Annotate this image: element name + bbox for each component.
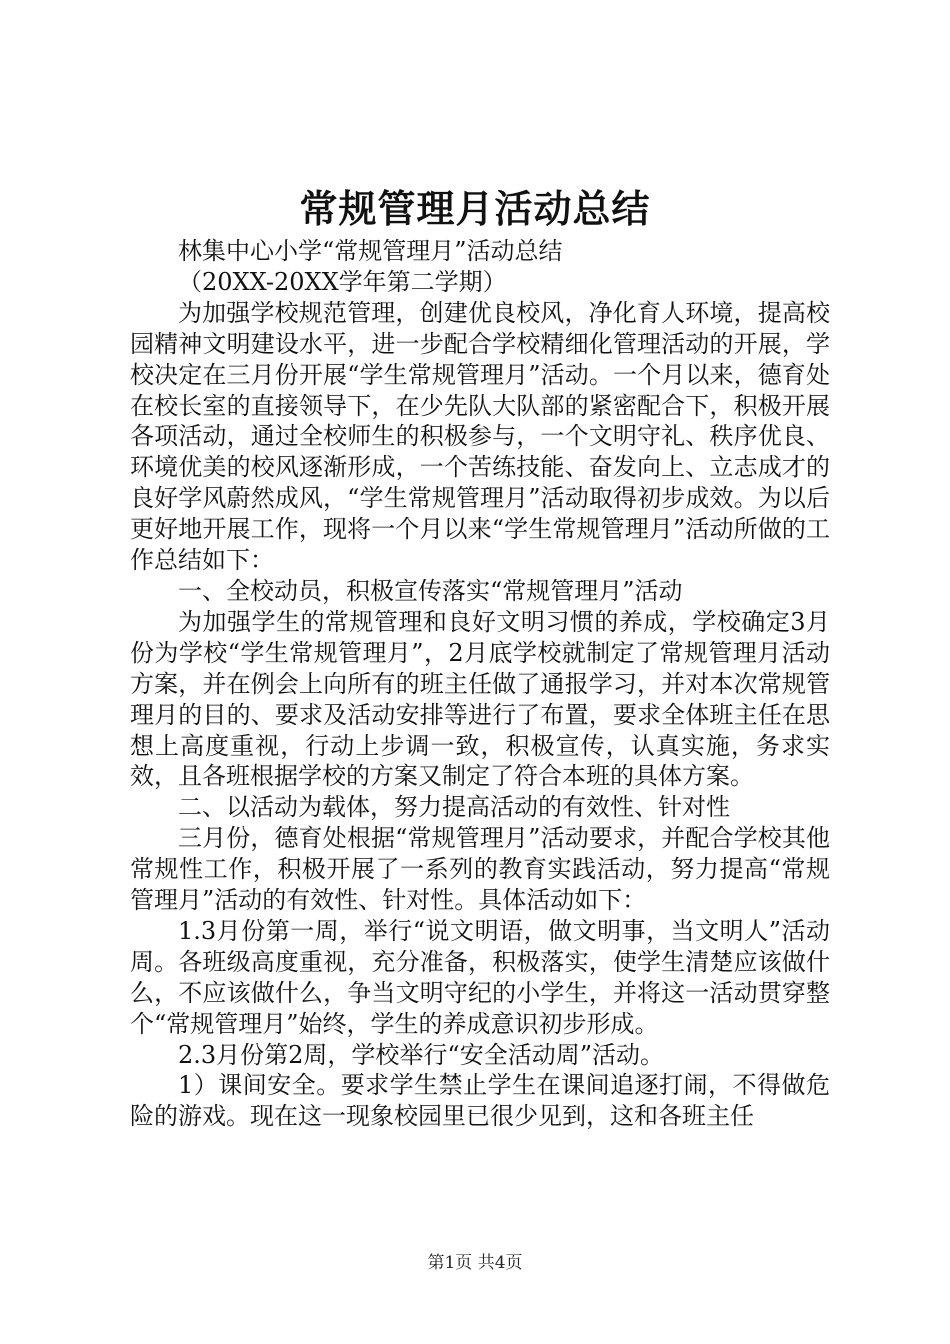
paragraph-activity-1: 1.3月份第一周，举行“说文明语，做文明事，当文明人”活动周。各班级高度重视，充分准备，积极落实，使学生清楚应该做什么，不应该做什么，争当文明守纪的小学生，并将这一活动贯穿整个“常规管理月”始终，学生的养成意识初步形成。: [130, 916, 830, 1038]
section-heading-1: 一、全校动员，积极宣传落实“常规管理月”活动: [178, 576, 683, 605]
document-term: （20XX-20XX学年第二学期）: [178, 267, 507, 296]
section-heading-2: 二、以活动为载体，努力提高活动的有效性、针对性: [178, 793, 730, 822]
page-number: 第1页 共4页: [427, 1253, 523, 1273]
paragraph-section-2: 三月份，德育处根据“常规管理月”活动要求，并配合学校其他常规性工作，积极开展了一系列的教育实践活动，努力提高“常规管理月”活动的有效性、针对性。具体活动如下：: [130, 824, 830, 915]
paragraph-activity-2: 2.3月份第2周，学校举行“安全活动周”活动。: [178, 1040, 664, 1069]
document-subtitle: 林集中心小学“常规管理月”活动总结: [178, 237, 563, 265]
document-body: [130, 236, 830, 1132]
document-title: 常规管理月活动总结: [299, 186, 651, 231]
paragraph-section-1: 为加强学生的常规管理和良好文明习惯的养成，学校确定3月份为学校“学生常规管理月”，2月底学校就制定了常规管理月活动方案，并在例会上向所有的班主任做了通报学习，并对本次常规管理月的目的、要求及活动安排等进行了布置，要求全体班主任在思想上高度重视，行动上步调一致，积极宣传，认真实施，务求实效，且各班根据学校的方案又制定了符合本班的具体方案。: [130, 607, 830, 791]
paragraph-intro: 为加强学校规范管理，创建优良校风，净化育人环境，提高校园精神文明建设水平，进一步配合学校精细化管理活动的开展，学校决定在三月份开展“学生常规管理月”活动。一个月以来，德育处在校长室的直接领导下，在少先队大队部的紧密配合下，积极开展各项活动，通过全校师生的积极参与，一个文明守礼、秩序优良、环境优美的校风逐渐形成，一个苦练技能、奋发向上、立志成才的良好学风蔚然成风，“学生常规管理月”活动取得初步成效。为以后更好地开展工作，现将一个月以来“学生常规管理月”活动所做的工作总结如下：: [130, 298, 830, 575]
paragraph-activity-2-item-1: 1）课间安全。要求学生禁止学生在课间追逐打闹，不得做危险的游戏。现在这一现象校园里已很少见到，这和各班主任: [130, 1071, 830, 1131]
